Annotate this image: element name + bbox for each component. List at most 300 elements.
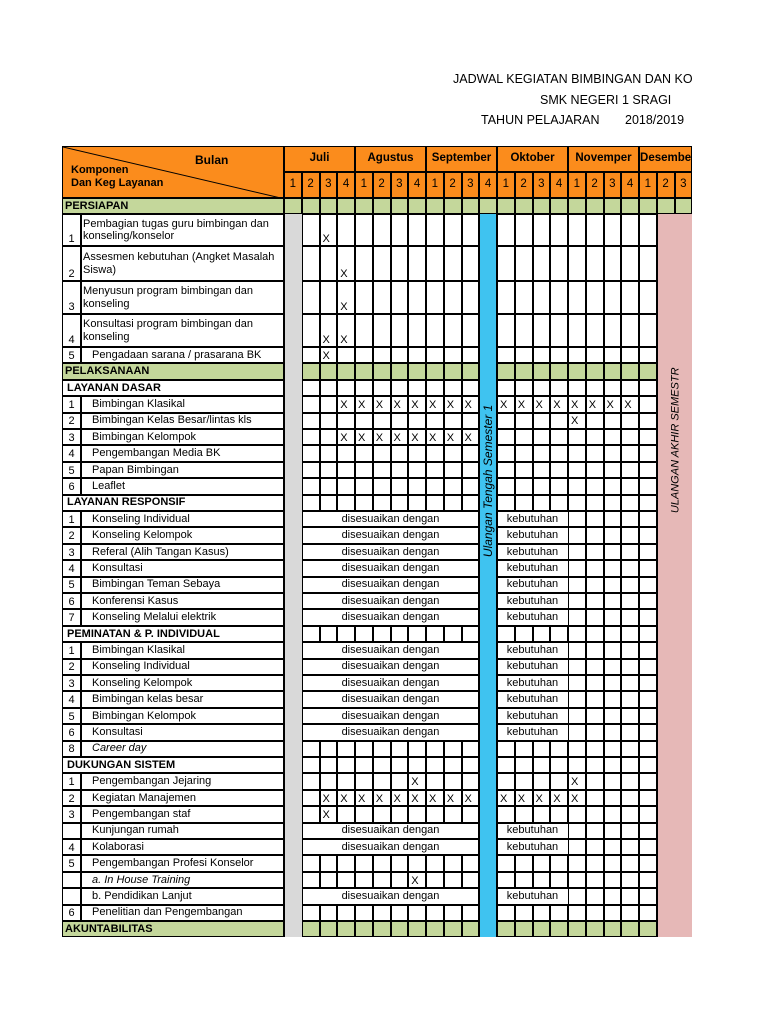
- grid-cell: [391, 855, 409, 871]
- grid-cell: [621, 429, 639, 445]
- grid-cell: [373, 495, 391, 511]
- grid-cell: [408, 380, 426, 396]
- week-header: 2: [586, 172, 604, 198]
- grid-cell: [639, 626, 657, 642]
- grid-cell: [426, 757, 444, 773]
- grid-cell: [586, 413, 604, 429]
- grid-cell: [462, 888, 480, 904]
- grid-cell: [497, 478, 515, 494]
- week-header: 3: [320, 172, 338, 198]
- row-number: 1: [62, 642, 81, 658]
- grid-cell: [639, 246, 657, 281]
- grid-cell: [426, 741, 444, 757]
- grid-cell: [355, 855, 373, 871]
- grid-cell: [320, 246, 338, 281]
- grid-cell: [426, 246, 444, 281]
- row-number: 1: [62, 214, 81, 246]
- grid-cell: [337, 198, 355, 214]
- grid-cell: [337, 462, 355, 478]
- text-disesuaikan-dengan: disesuaikan dengan: [341, 545, 440, 558]
- grid-cell: [621, 642, 639, 658]
- grid-cell: [462, 724, 480, 740]
- grid-cell: [604, 198, 622, 214]
- grid-cell: [550, 806, 568, 822]
- text-disesuaikan-dengan: disesuaikan dengan: [341, 840, 440, 853]
- grid-cell: [337, 445, 355, 461]
- grid-cell: [462, 757, 480, 773]
- grid-cell: [586, 888, 604, 904]
- grid-cell: [302, 198, 320, 214]
- grid-cell: [302, 773, 320, 789]
- grid-cell: [550, 921, 568, 937]
- grid-cell: [639, 855, 657, 871]
- grid-cell: [444, 905, 462, 921]
- grid-cell: [320, 855, 338, 871]
- grid-cell: [586, 823, 604, 839]
- grid-cell: [586, 380, 604, 396]
- grid-cell: [408, 806, 426, 822]
- grid-cell: [302, 855, 320, 871]
- grid-cell: [515, 462, 533, 478]
- mark-x: X: [320, 214, 338, 246]
- grid-cell: [533, 757, 551, 773]
- grid-cell: [568, 675, 586, 691]
- mark-x: X: [408, 773, 426, 789]
- grid-cell: [586, 495, 604, 511]
- grid-cell: [604, 246, 622, 281]
- grid-cell: [639, 429, 657, 445]
- grid-cell: [320, 757, 338, 773]
- text-kebutuhan: kebutuhan: [506, 644, 559, 657]
- grid-cell: [568, 691, 586, 707]
- grid-cell: [550, 413, 568, 429]
- row-label: b. Pendidikan Lanjut: [81, 888, 284, 904]
- grid-cell: [462, 544, 480, 560]
- mark-x: X: [320, 806, 338, 822]
- grid-cell: [355, 478, 373, 494]
- schedule-table: [62, 146, 696, 942]
- grid-cell: [639, 281, 657, 314]
- grid-cell: [302, 691, 320, 707]
- grid-cell: [373, 413, 391, 429]
- grid-cell: [302, 675, 320, 691]
- grid-cell: [462, 511, 480, 527]
- text-kebutuhan: kebutuhan: [506, 726, 559, 739]
- grid-cell: [621, 198, 639, 214]
- grid-cell: [639, 560, 657, 576]
- grid-cell: [621, 347, 639, 363]
- grid-cell: [604, 511, 622, 527]
- row-number: 3: [62, 281, 81, 314]
- grid-cell: [355, 626, 373, 642]
- row-label: Konseling Individual: [81, 511, 284, 527]
- grid-cell: [515, 741, 533, 757]
- grid-cell: [302, 560, 320, 576]
- mark-x: X: [426, 429, 444, 445]
- grid-cell: [639, 314, 657, 347]
- grid-cell: [337, 773, 355, 789]
- grid-cell: [639, 691, 657, 707]
- text-kebutuhan: kebutuhan: [506, 676, 559, 689]
- mark-x: X: [586, 396, 604, 412]
- grid-cell: [337, 413, 355, 429]
- row-label: Bimbingan Klasikal: [81, 642, 284, 658]
- grid-cell: [337, 757, 355, 773]
- grid-cell: [568, 314, 586, 347]
- grid-cell: [639, 921, 657, 937]
- grid-cell: [550, 429, 568, 445]
- grid-cell: [444, 495, 462, 511]
- row-number: 3: [62, 429, 81, 445]
- grid-cell: [302, 347, 320, 363]
- mark-x: X: [462, 790, 480, 806]
- grid-cell: [391, 413, 409, 429]
- subsection-row-label: LAYANAN RESPONSIF: [62, 495, 284, 511]
- grid-cell: [621, 380, 639, 396]
- grid-cell: [586, 478, 604, 494]
- grid-cell: [515, 445, 533, 461]
- grid-cell: [604, 905, 622, 921]
- grid-cell: [639, 527, 657, 543]
- grid-cell: [604, 281, 622, 314]
- grid-cell: [408, 757, 426, 773]
- grid-cell: [568, 495, 586, 511]
- mark-x: X: [462, 396, 480, 412]
- text-disesuaikan-dengan: disesuaikan dengan: [341, 693, 440, 706]
- grid-cell: [586, 214, 604, 246]
- week-header: 2: [444, 172, 462, 198]
- grid-cell: [639, 495, 657, 511]
- mark-x: X: [337, 246, 355, 281]
- grid-cell: [355, 347, 373, 363]
- grid-cell: [586, 855, 604, 871]
- mark-x: X: [337, 314, 355, 347]
- row-number: 3: [62, 675, 81, 691]
- grid-cell: [550, 855, 568, 871]
- grid-cell: [373, 380, 391, 396]
- grid-cell: [302, 413, 320, 429]
- subsection-row-label: DUKUNGAN SISTEM: [62, 757, 284, 773]
- grid-cell: [621, 593, 639, 609]
- grid-cell: [568, 905, 586, 921]
- grid-cell: [621, 839, 639, 855]
- row-label: Konseling Individual: [81, 659, 284, 675]
- section-row-label: PERSIAPAN: [62, 198, 284, 214]
- grid-cell: [604, 609, 622, 625]
- month-header-4: Oktober: [497, 146, 568, 172]
- week-header: 1: [568, 172, 586, 198]
- mark-x: X: [320, 314, 338, 347]
- mark-x: X: [320, 790, 338, 806]
- grid-cell: [373, 773, 391, 789]
- grid-cell: [568, 593, 586, 609]
- grid-cell: [639, 413, 657, 429]
- grid-cell: [320, 626, 338, 642]
- grid-cell: [497, 413, 515, 429]
- grid-cell: [302, 757, 320, 773]
- grid-cell: [568, 642, 586, 658]
- grid-cell: [355, 905, 373, 921]
- grid-cell: [621, 888, 639, 904]
- grid-cell: [639, 198, 657, 214]
- grid-cell: [355, 281, 373, 314]
- grid-cell: [657, 198, 675, 214]
- grid-cell: [355, 495, 373, 511]
- mark-x: X: [337, 281, 355, 314]
- grid-cell: [497, 872, 515, 888]
- subsection-row-label: LAYANAN DASAR: [62, 380, 284, 396]
- grid-cell: [639, 872, 657, 888]
- text-kebutuhan: kebutuhan: [506, 890, 559, 903]
- grid-cell: [497, 921, 515, 937]
- grid-cell: [515, 363, 533, 379]
- mark-x: X: [604, 396, 622, 412]
- mark-x: X: [550, 790, 568, 806]
- mark-x: X: [568, 413, 586, 429]
- row-number: 5: [62, 347, 81, 363]
- grid-cell: [604, 363, 622, 379]
- mark-x: X: [426, 790, 444, 806]
- grid-cell: [586, 363, 604, 379]
- grid-cell: [639, 544, 657, 560]
- text-disesuaikan-dengan: disesuaikan dengan: [341, 562, 440, 575]
- grid-cell: [320, 872, 338, 888]
- grid-cell: [515, 347, 533, 363]
- grid-cell: [462, 560, 480, 576]
- grid-cell: [408, 495, 426, 511]
- row-number: 1: [62, 511, 81, 527]
- grid-cell: [515, 773, 533, 789]
- grid-cell: [373, 281, 391, 314]
- grid-cell: [302, 872, 320, 888]
- mark-x: X: [568, 396, 586, 412]
- grid-cell: [586, 593, 604, 609]
- grid-cell: [515, 855, 533, 871]
- grid-cell: [604, 773, 622, 789]
- grid-cell: [604, 872, 622, 888]
- grid-cell: [391, 246, 409, 281]
- grid-cell: [604, 413, 622, 429]
- grid-cell: [444, 314, 462, 347]
- grid-cell: [586, 626, 604, 642]
- grid-cell: [621, 675, 639, 691]
- grid-cell: [568, 445, 586, 461]
- grid-cell: [391, 626, 409, 642]
- grid-cell: [621, 724, 639, 740]
- row-label: Konsultasi program bimbingan dan konseling: [81, 314, 284, 347]
- grid-cell: [373, 741, 391, 757]
- grid-cell: [550, 478, 568, 494]
- grid-cell: [639, 724, 657, 740]
- grid-cell: [515, 626, 533, 642]
- mark-x: X: [355, 429, 373, 445]
- grid-cell: [408, 905, 426, 921]
- grid-cell: [550, 347, 568, 363]
- grid-cell: [515, 214, 533, 246]
- row-number: 2: [62, 413, 81, 429]
- text-kebutuhan: kebutuhan: [506, 594, 559, 607]
- grid-cell: [515, 905, 533, 921]
- grid-cell: [426, 626, 444, 642]
- grid-cell: [462, 198, 480, 214]
- week-header: 4: [337, 172, 355, 198]
- week-header: 3: [462, 172, 480, 198]
- grid-cell: [515, 872, 533, 888]
- grid-cell: [568, 363, 586, 379]
- grid-cell: [462, 314, 480, 347]
- row-number: 5: [62, 708, 81, 724]
- grid-cell: [604, 724, 622, 740]
- grid-cell: [391, 478, 409, 494]
- row-number: 5: [62, 577, 81, 593]
- grid-cell: [462, 626, 480, 642]
- grid-cell: [621, 708, 639, 724]
- grid-cell: [302, 577, 320, 593]
- text-disesuaikan-dengan: disesuaikan dengan: [341, 611, 440, 624]
- grid-cell: [408, 741, 426, 757]
- grid-cell: [550, 380, 568, 396]
- mark-x: X: [533, 790, 551, 806]
- mark-x: X: [391, 396, 409, 412]
- grid-cell: [444, 363, 462, 379]
- grid-cell: [568, 429, 586, 445]
- grid-cell: [391, 445, 409, 461]
- row-label: Pengembangan Profesi Konselor: [81, 855, 284, 871]
- mark-x: X: [444, 396, 462, 412]
- grid-cell: [568, 823, 586, 839]
- grid-cell: [320, 445, 338, 461]
- grid-cell: [550, 905, 568, 921]
- row-number: 6: [62, 478, 81, 494]
- row-number: [62, 872, 81, 888]
- row-label: Bimbingan Teman Sebaya: [81, 577, 284, 593]
- grid-cell: [515, 921, 533, 937]
- mark-x: X: [497, 396, 515, 412]
- row-number: 2: [62, 659, 81, 675]
- row-label: Leaflet: [81, 478, 284, 494]
- holiday-column-gray: [285, 214, 302, 937]
- grid-cell: [355, 757, 373, 773]
- grid-cell: [408, 198, 426, 214]
- grid-cell: [604, 314, 622, 347]
- grid-cell: [408, 626, 426, 642]
- grid-cell: [302, 905, 320, 921]
- text-disesuaikan-dengan: disesuaikan dengan: [341, 512, 440, 525]
- grid-cell: [568, 708, 586, 724]
- week-header: 4: [408, 172, 426, 198]
- text-disesuaikan-dengan: disesuaikan dengan: [341, 660, 440, 673]
- grid-cell: [586, 314, 604, 347]
- grid-cell: [533, 429, 551, 445]
- grid-cell: [373, 445, 391, 461]
- grid-cell: [391, 281, 409, 314]
- grid-cell: [550, 626, 568, 642]
- grid-cell: [337, 347, 355, 363]
- grid-cell: [497, 757, 515, 773]
- grid-cell: [586, 642, 604, 658]
- grid-cell: [444, 478, 462, 494]
- row-label: Konsultasi: [81, 724, 284, 740]
- grid-cell: [479, 198, 497, 214]
- uas-vertical-label: ULANGAN AKHIR SEMESTR: [669, 367, 682, 514]
- grid-cell: [568, 855, 586, 871]
- title-line-3-year: 2018/2019: [625, 113, 685, 127]
- grid-cell: [426, 921, 444, 937]
- corner-label-komponen: Komponen Dan Keg Layanan: [71, 164, 164, 190]
- corner-label-bulan: Bulan: [195, 153, 229, 167]
- grid-cell: [604, 642, 622, 658]
- mark-x: X: [337, 429, 355, 445]
- grid-cell: [302, 708, 320, 724]
- grid-cell: [444, 246, 462, 281]
- text-disesuaikan-dengan: disesuaikan dengan: [341, 578, 440, 591]
- grid-cell: [604, 527, 622, 543]
- grid-cell: [302, 888, 320, 904]
- row-label: Bimbingan Kelompok: [81, 708, 284, 724]
- grid-cell: [568, 544, 586, 560]
- mark-x: X: [444, 790, 462, 806]
- grid-cell: [408, 214, 426, 246]
- grid-cell: [355, 246, 373, 281]
- mark-x: X: [408, 790, 426, 806]
- grid-cell: [621, 905, 639, 921]
- grid-cell: [568, 527, 586, 543]
- text-disesuaikan-dengan: disesuaikan dengan: [341, 594, 440, 607]
- grid-cell: [426, 806, 444, 822]
- grid-cell: [568, 806, 586, 822]
- grid-cell: [568, 198, 586, 214]
- grid-cell: [621, 790, 639, 806]
- grid-cell: [462, 609, 480, 625]
- header-corner-cell: [62, 146, 284, 198]
- grid-cell: [550, 445, 568, 461]
- grid-cell: [568, 380, 586, 396]
- grid-cell: [604, 544, 622, 560]
- grid-cell: [302, 214, 320, 246]
- grid-cell: [302, 246, 320, 281]
- grid-cell: [462, 872, 480, 888]
- row-label: Career day: [81, 741, 284, 757]
- grid-cell: [621, 921, 639, 937]
- week-header: 4: [621, 172, 639, 198]
- grid-cell: [391, 314, 409, 347]
- grid-cell: [373, 198, 391, 214]
- row-label: Konferensi Kasus: [81, 593, 284, 609]
- month-header-3: September: [426, 146, 497, 172]
- grid-cell: [302, 921, 320, 937]
- grid-cell: [568, 511, 586, 527]
- mark-x: X: [426, 396, 444, 412]
- week-header: 2: [302, 172, 320, 198]
- grid-cell: [639, 511, 657, 527]
- grid-cell: [604, 888, 622, 904]
- grid-cell: [408, 478, 426, 494]
- grid-cell: [320, 380, 338, 396]
- grid-cell: [639, 380, 657, 396]
- grid-cell: [462, 281, 480, 314]
- grid-cell: [426, 281, 444, 314]
- grid-cell: [515, 246, 533, 281]
- grid-cell: [550, 757, 568, 773]
- grid-cell: [426, 363, 444, 379]
- grid-cell: [621, 478, 639, 494]
- grid-cell: [337, 380, 355, 396]
- grid-cell: [462, 577, 480, 593]
- row-number: 1: [62, 773, 81, 789]
- grid-cell: [568, 872, 586, 888]
- grid-cell: [391, 872, 409, 888]
- grid-cell: [604, 675, 622, 691]
